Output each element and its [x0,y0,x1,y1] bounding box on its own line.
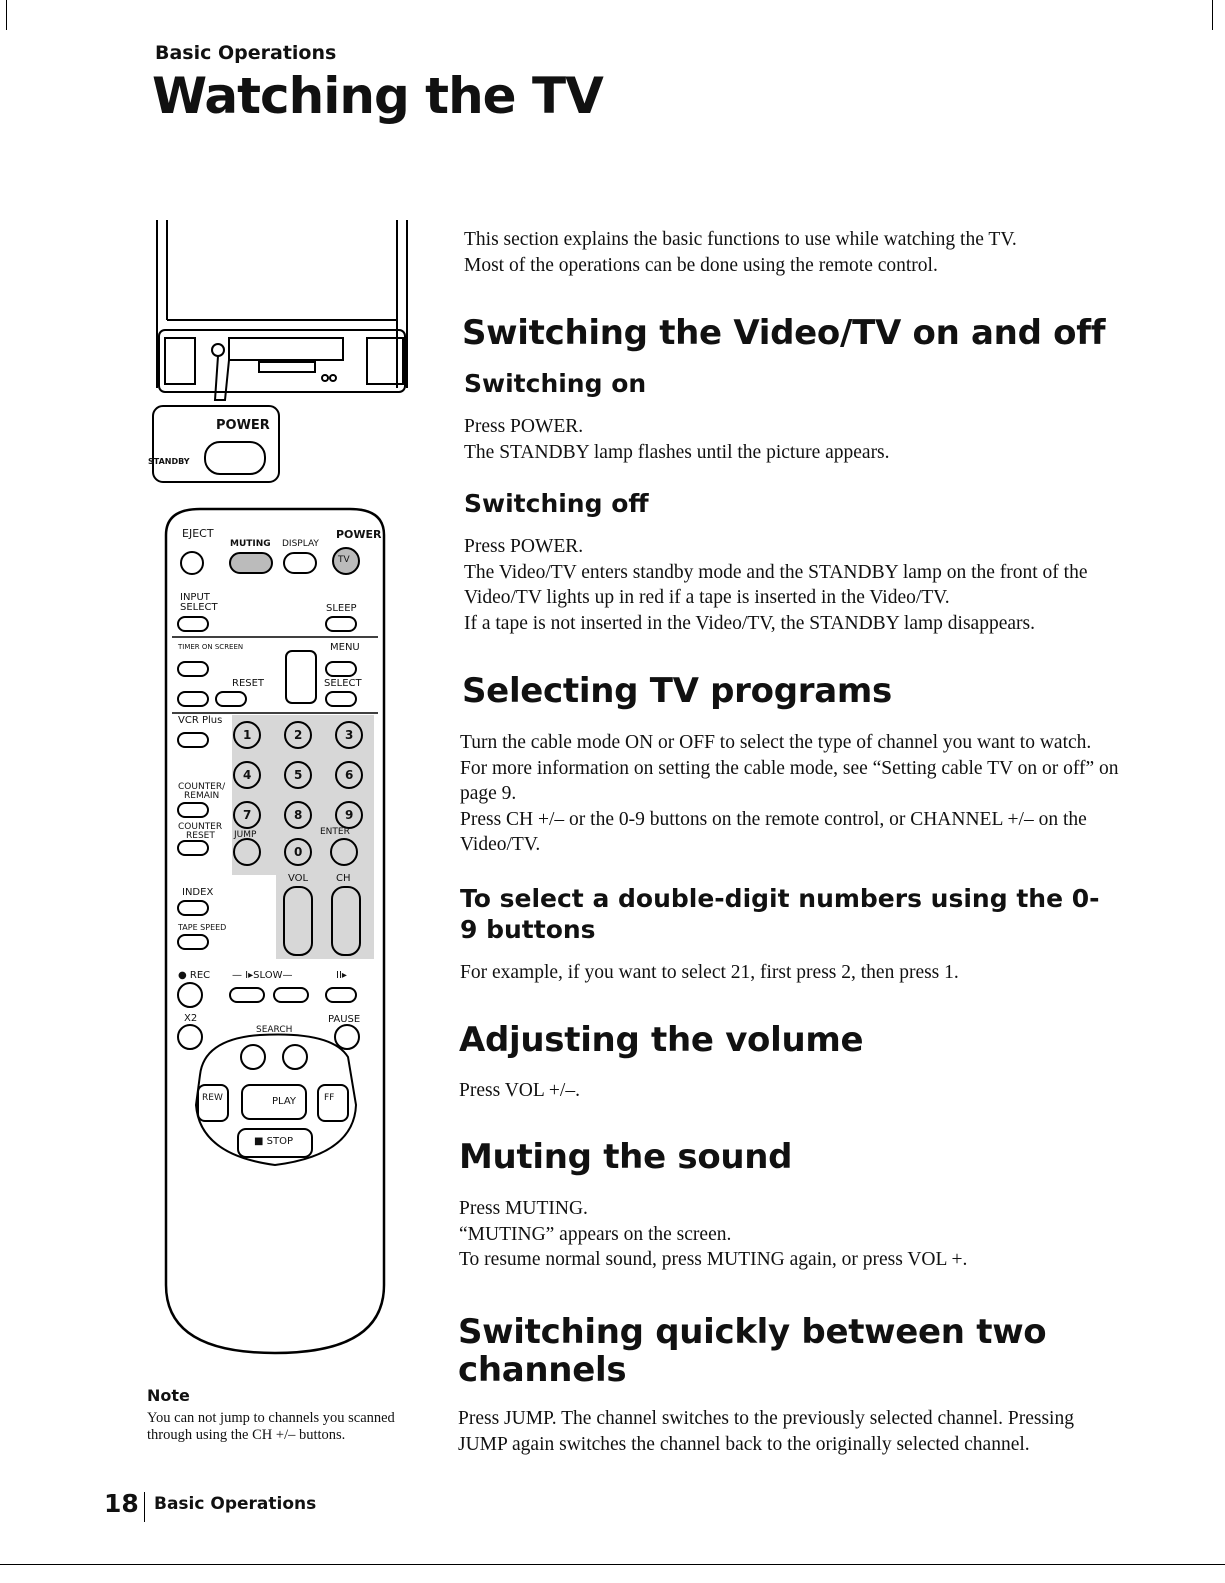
tv-illustration [145,220,415,490]
switching-on-line-2: The STANDBY lamp flashes until the picture appears. [464,441,890,463]
intro-line-1: This section explains the basic functions to use while watching the TV. [464,229,1017,250]
remote-digit-3: 3 [345,728,354,742]
remote-reset-label: RESET [232,678,265,689]
remote-digit-6: 6 [345,768,354,782]
double-digit-text [460,960,1120,986]
remote-counter-reset-label-2: RESET [186,831,215,841]
heading-switching-channels: Switching quickly between two channels [458,1312,1047,1390]
crop-mark-right [1212,0,1213,30]
heading-switching-on-off: Switching the Video/TV on and off [462,313,1106,353]
heading-selecting-programs: Selecting TV programs [462,671,892,711]
remote-digit-2: 2 [294,728,303,742]
remote-digit-1: 1 [243,728,252,742]
remote-slow-label: — I▸SLOW— [232,970,293,981]
remote-vol-label: VOL [288,873,309,884]
remote-digit-0: 0 [294,845,303,859]
remote-rec-label: ● REC [178,970,211,981]
remote-enter-label: ENTER [320,827,350,837]
footer-section-label: Basic Operations [154,1494,317,1514]
selecting-programs-line-1: Turn the cable mode ON or OFF to select the type of channel you want to watch. For more information on setting the cable mode, see “Setting cable TV on or off” on page 9. [460,732,1119,804]
remote-counter-reset-label-1: COUNTER [178,822,223,832]
heading-adjusting-volume: Adjusting the volume [459,1020,864,1060]
crop-mark-left [6,0,7,30]
heading-switching-on: Switching on [464,369,647,398]
remote-digit-7: 7 [243,808,252,822]
switching-off-text [464,534,1124,636]
intro-line-2: Most of the operations can be done using the remote control. [464,254,938,276]
folio-divider [144,1492,145,1522]
remote-index-label: INDEX [182,887,214,898]
switching-off-line-1: Press POWER. [464,536,584,557]
tv-standby-label: STANDBY [148,457,190,466]
intro [464,227,1124,278]
adjusting-volume-line-1: Press VOL +/–. [459,1080,580,1101]
remote-rew-label: REW [202,1093,223,1103]
remote-play-label: PLAY [272,1096,297,1107]
section-label: Basic Operations [155,42,337,64]
remote-input-label: INPUT [180,592,210,603]
remote-digit-8: 8 [294,808,303,822]
remote-digit-9: 9 [345,808,354,822]
remote-ff-label: FF [324,1093,335,1103]
remote-display-label: DISPLAY [282,539,319,549]
remote-timer-label: TIMER ON SCREEN [178,643,244,651]
muting-line-3: To resume normal sound, press MUTING again, or press VOL +. [459,1249,968,1270]
remote-eject-label: EJECT [182,527,214,540]
remote-illustration [160,505,390,1355]
switching-on-line-1: Press POWER. [464,416,584,437]
remote-muting-label: MUTING [230,539,271,549]
double-digit-line-1: For example, if you want to select 21, first press 2, then press 1. [460,962,959,983]
remote-menu-label: MENU [330,642,360,653]
remote-sleep-label: SLEEP [326,603,357,614]
muting-line-2: “MUTING” appears on the screen. [459,1223,732,1245]
switching-off-line-3: If a tape is not inserted in the Video/TV, the STANDBY lamp disappears. [464,612,1035,634]
note-text: You can not jump to channels you scanned through using the CH +/– buttons. [147,1410,395,1443]
muting-text [459,1196,1119,1273]
remote-tv-label: TV [338,555,350,565]
remote-select-label: SELECT [180,602,218,613]
heading-double-digit: To select a double-digit numbers using the 0-9 buttons [460,884,1100,944]
remote-x2-label: X2 [184,1013,198,1024]
page-number: 18 [104,1489,139,1518]
heading-switching-off: Switching off [464,489,649,518]
remote-select2-label: SELECT [324,678,362,689]
remote-stop-label: ■ STOP [254,1136,293,1147]
selecting-programs-text [460,730,1120,858]
remote-power-label: POWER [336,528,382,541]
remote-counter-remain-label-2: REMAIN [184,791,220,801]
heading-muting: Muting the sound [459,1137,793,1177]
tv-power-label: POWER [216,418,270,433]
remote-digit-4: 4 [243,768,252,782]
remote-pause-label: PAUSE [328,1014,361,1025]
remote-counter-remain-label-1: COUNTER/ [178,782,226,792]
selecting-programs-line-2: Press CH +/– or the 0-9 buttons on the remote control, or CHANNEL +/– on the Video/TV. [460,808,1087,855]
adjusting-volume-text [459,1078,1119,1104]
remote-digit-5: 5 [294,768,303,782]
switching-channels-line-1: Press JUMP. The channel switches to the previously selected channel. Pressing JUMP again switches the channel back to the originally selected channel. [458,1408,1074,1455]
remote-step-label: II▸ [336,970,347,981]
switching-off-line-2: The Video/TV enters standby mode and the STANDBY lamp on the front of the Video/TV lights up in red if a tape is inserted in the Video/TV. [464,561,1088,608]
switching-channels-text [458,1406,1108,1457]
remote-vcrplus-label: VCR Plus [178,715,223,726]
page-title: Watching the TV [152,67,603,125]
note-title: Note [147,1386,190,1405]
remote-tapespeed-label: TAPE SPEED [178,923,227,932]
remote-jump-label: JUMP [234,830,257,840]
switching-on-text [464,414,1124,465]
bottom-rule [0,1564,1225,1565]
muting-line-1: Press MUTING. [459,1198,588,1219]
remote-ch-label: CH [336,873,351,884]
remote-search-label: SEARCH [256,1025,293,1035]
